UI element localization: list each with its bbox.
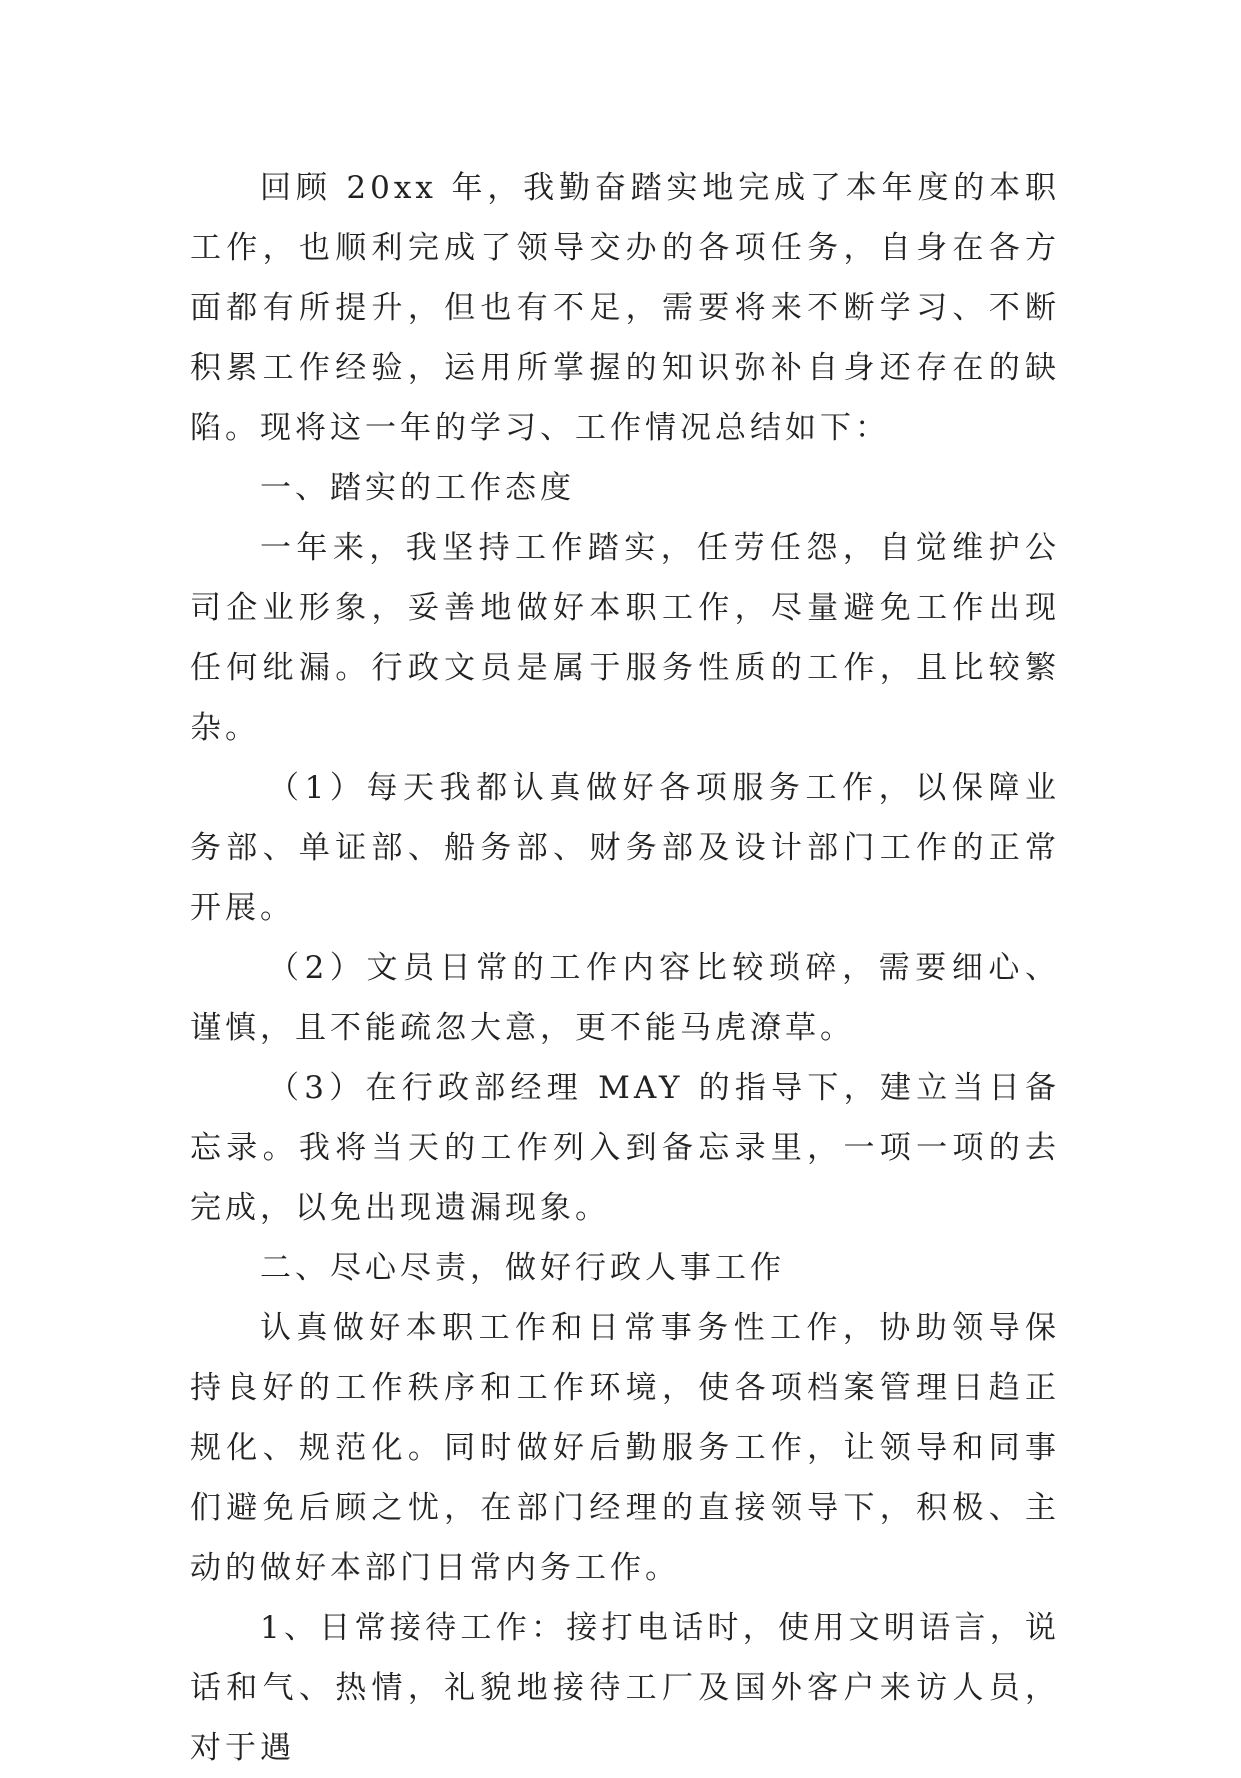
list-item-3: （3）在行政部经理 MAY 的指导下，建立当日备忘录。我将当天的工作列入到备忘录里，一项一项的去完成，以免出现遗漏现象。	[190, 1070, 1060, 1226]
section-2-paragraph: 认真做好本职工作和日常事务性工作，协助领导保持良好的工作秩序和工作环境，使各项档案管理日趋正规化、规范化。同时做好后勤服务工作，让领导和同事们避免后顾之忧，在部门经理的直接领导下，积极、主动的做好本部门日常内务工作。	[190, 1310, 1060, 1586]
intro-paragraph: 回顾 20xx 年，我勤奋踏实地完成了本年度的本职工作，也顺利完成了领导交办的各项任务，自身在各方面都有所提升，但也有不足，需要将来不断学习、不断积累工作经验，运用所掌握的知识弥补自身还存在的缺陷。现将这一年的学习、工作情况总结如下：	[190, 170, 1060, 446]
list-item-1: （1）每天我都认真做好各项服务工作，以保障业务部、单证部、船务部、财务部及设计部门工作的正常开展。	[190, 770, 1060, 926]
section-heading-2: 二、尽心尽责，做好行政人事工作	[260, 1250, 785, 1286]
numbered-item-1: 1、日常接待工作：接打电话时，使用文明语言，说话和气、热情，礼貌地接待工厂及国外客户来访人员，对于遇	[190, 1610, 1060, 1766]
section-1-paragraph: 一年来，我坚持工作踏实，任劳任怨，自觉维护公司企业形象，妥善地做好本职工作，尽量避免工作出现任何纰漏。行政文员是属于服务性质的工作，且比较繁杂。	[190, 530, 1060, 746]
section-heading-1: 一、踏实的工作态度	[260, 470, 575, 506]
document-body	[190, 158, 1060, 1778]
list-item-2: （2）文员日常的工作内容比较琐碎，需要细心、谨慎，且不能疏忽大意，更不能马虎潦草。	[190, 950, 1060, 1046]
